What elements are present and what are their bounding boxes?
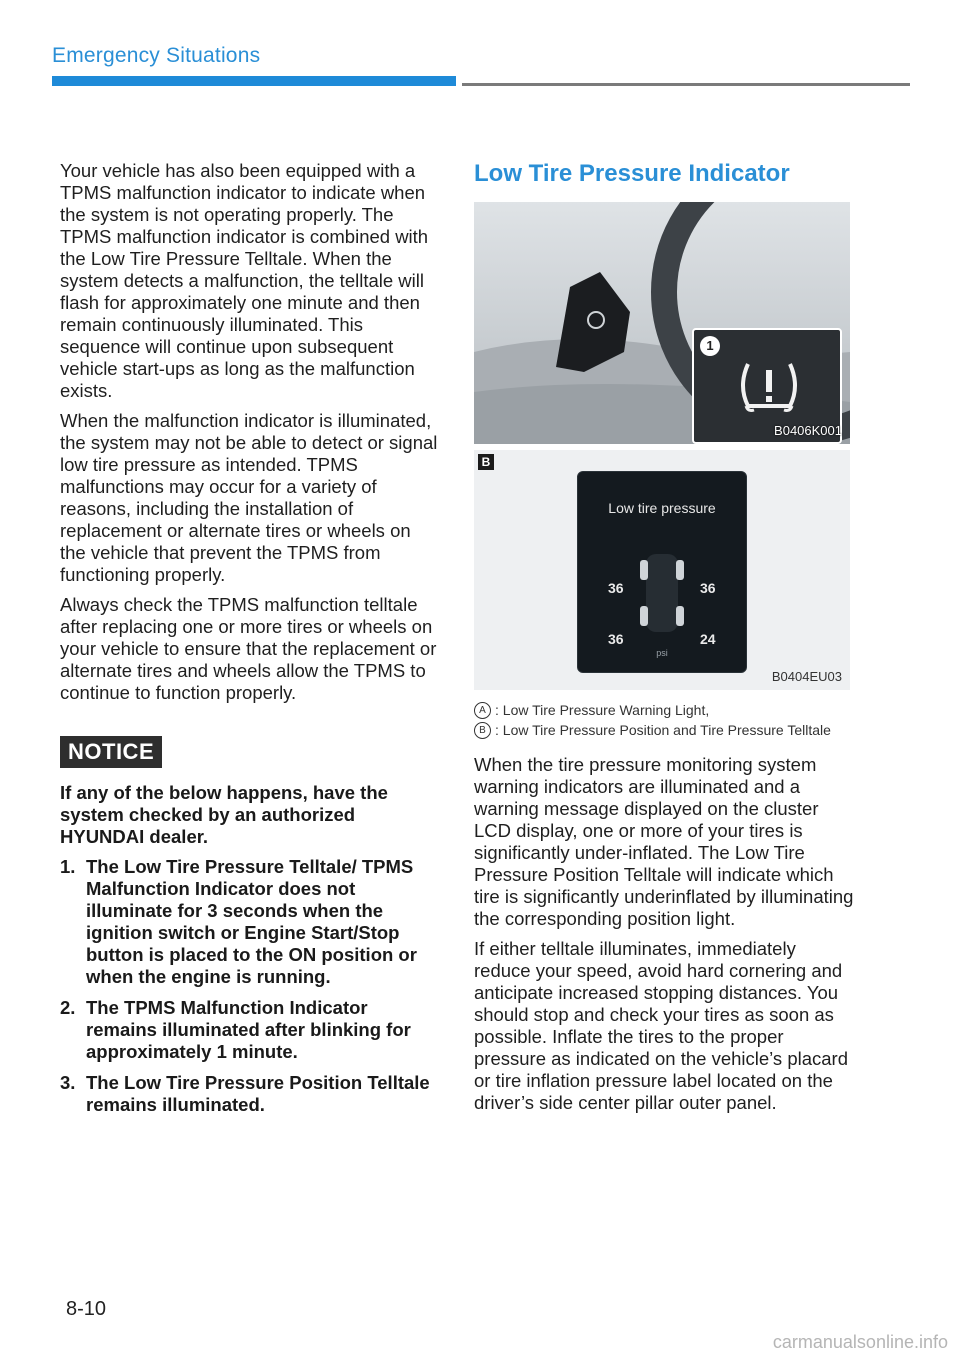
right-paragraph-2: If either telltale illuminates, immediately reduce your speed, avoid hard cornering and anticipate increased stopping distances. You should stop and check your tires as soon as possible. Inflate the tires to the proper pressure as indicated on the vehicle’s placard or tire inflation pressure label located on the driver’s side center pillar outer panel. [474,938,848,1113]
marker-1-badge: 1 [700,336,720,356]
list-item-number: 1. [60,856,76,877]
watermark: carmanualsonline.info [772,1332,948,1352]
figure-captions [474,700,854,740]
header-title: Emergency Situations [52,44,261,67]
list-item-text: The Low Tire Pressure Telltale/ TPMS Malfunction Indicator does not illuminate for 3 seconds when the ignition switch or Engine Start/Stop button is placed to the ON position or when the engine is running. [86,856,417,987]
caption-b [474,720,854,740]
list-item [60,1072,440,1116]
right-column [474,160,854,1122]
rear-left-pressure: 36 [608,631,624,647]
tire-pressure-warning-icon [734,356,804,416]
list-item-text: The Low Tire Pressure Position Telltale remains illuminated. [86,1072,430,1115]
list-item-text: The TPMS Malfunction Indicator remains illuminated after blinking for approximately 1 minute. [86,997,411,1062]
notice-list [60,856,440,1116]
caption-text: : Low Tire Pressure Position and Tire Pressure Telltale [495,722,831,738]
figure-lcd [474,450,850,690]
list-item [60,856,440,988]
caption-a [474,700,854,720]
caption-text: : Low Tire Pressure Warning Light, [495,702,710,718]
left-paragraph-2: When the malfunction indicator is illuminated, the system may not be able to detect or signal low tire pressure as intended. TPMS malfunctions may occur for a variety of reasons, including the installation of replacement or alternate tires or wheels on the vehicle that prevent the TPMS from functioning properly. [60,410,438,585]
left-column [60,160,440,1125]
header-bar-blue [52,76,456,86]
front-left-pressure: 36 [608,580,624,596]
car-top-view-icon [632,548,692,638]
rear-right-pressure: 24 [700,631,716,647]
lcd-display [577,471,747,673]
list-item [60,997,440,1063]
header-bar-gray [462,83,910,86]
figure-b-code: B0404EU03 [771,669,842,684]
front-right-pressure: 36 [700,580,716,596]
left-paragraph-3: Always check the TPMS malfunction telltale after replacing one or more tires or wheels on your vehicle to ensure that the replacement or alternate tires and wheels allow the TPMS to continue to function properly. [60,594,437,703]
right-paragraph-1: When the tire pressure monitoring system warning indicators are illuminated and a warning message displayed on the cluster LCD display, one or more of your tires is significantly under-inflated. The Low Tire Pressure Position Telltale will indicate which tire is significantly underinflated by illuminating the corresponding position light. [474,754,854,929]
figure-a-code: B0406K001 [774,423,842,438]
lcd-title: Low tire pressure [608,500,716,516]
left-paragraph-1: Your vehicle has also been equipped with a TPMS malfunction indicator to indicate when the system is not operating properly. The TPMS malfunction indicator is combined with the Low Tire Pressure Telltale. When the system detects a malfunction, the telltale will flash for approximately one minute and then remain continuously illuminated. This sequence will continue upon subsequent vehicle start-ups as long as the malfunction exists. [60,160,429,401]
notice-badge: NOTICE [60,736,162,768]
figure-dashboard [474,202,850,444]
page-number: 8-10 [66,1298,107,1320]
caption-marker: B [474,722,491,739]
section-title: Low Tire Pressure Indicator [474,160,790,187]
pressure-unit: psi [656,648,668,658]
caption-marker: A [474,702,491,719]
list-item-number: 3. [60,1072,76,1093]
figure-b-badge: B [478,454,494,470]
notice-intro: If any of the below happens, have the system checked by an authorized HYUNDAI dealer. [60,782,388,847]
list-item-number: 2. [60,997,76,1018]
